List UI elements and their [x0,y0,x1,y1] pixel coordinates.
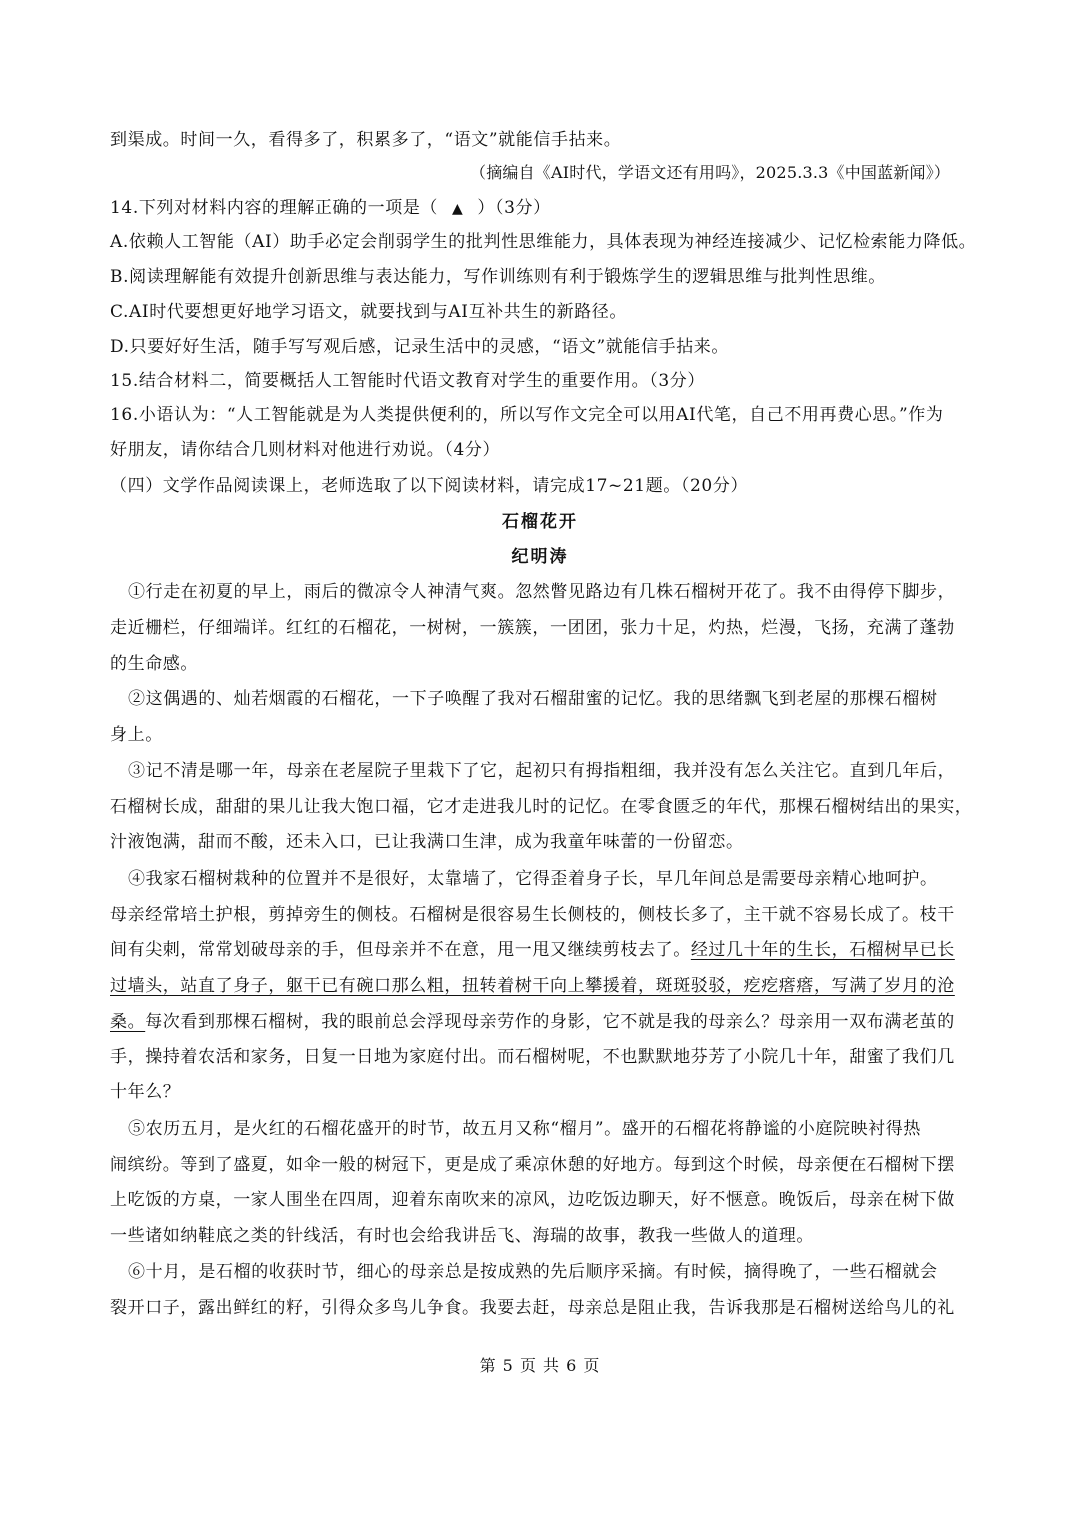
paragraph-4-line-3 [110,938,955,962]
underlined-sentence-middle: 过墙头，站直了身子，躯干已有碗口那么粗，扭转着树干向上攀援着，斑斑驳驳，疙疙瘩瘩，写满了岁月的沧 [110,976,955,996]
question-14-option-c: C.AI时代要想更好地学习语文，就要找到与AI互补共生的新路径。 [110,302,627,322]
passage-tail-line: 到渠成。时间一久，看得多了，积累多了，“语文”就能信手拈来。 [110,130,622,150]
paragraph-2-line-2: 身上。 [110,725,163,745]
page-number-footer: 第 5 页 共 6 页 [479,1356,601,1375]
question-14-option-b: B.阅读理解能有效提升创新思维与表达能力，写作训练则有利于锻炼学生的逻辑思维与批判性思维。 [110,267,886,287]
article-title: 石榴花开 [502,512,578,532]
question-14-option-a: A.依赖人工智能（AI）助手必定会削弱学生的批判性思维能力，具体表现为神经连接减少、记忆检索能力降低。 [110,232,977,252]
question-14-option-d: D.只要好好生活，随手写写观后感，记录生活中的灵感，“语文”就能信手拈来。 [110,337,730,357]
paragraph-4-line-1: ④我家石榴树栽种的位置并不是很好，太靠墙了，它得歪着身子长，早几年间总是需要母亲精心地呵护。 [128,869,938,889]
paragraph-5-line-2: 闹缤纷。等到了盛夏，如伞一般的树冠下，更是成了乘凉休憩的好地方。每到这个时候，母亲便在石榴树下摆 [110,1155,955,1175]
paragraph-4-line-2: 母亲经常培土护根，剪掉旁生的侧枝。石榴树是很容易生长侧枝的，侧枝长多了，主干就不容易长成了。枝干 [110,905,955,925]
question-14-stem-before: 14.下列对材料内容的理解正确的一项是（ [110,198,439,218]
paragraph-3-line-1: ③记不清是哪一年，母亲在老屋院子里栽下了它，起初只有拇指粗细，我并没有怎么关注它。直到几年后， [128,761,956,781]
paragraph-1-line-3: 的生命感。 [110,654,198,674]
paragraph-4-line-6: 手，操持着农活和家务，日复一日地为家庭付出。而石榴树呢，不也默默地芬芳了小院几十年，甜蜜了我们几 [110,1047,955,1067]
paragraph-5-line-1: ⑤农历五月，是火红的石榴花盛开的时节，故五月又称“榴月”。盛开的石榴花将静谧的小庭院映衬得热 [128,1119,921,1139]
paragraph-3-line-3: 汁液饱满，甜而不酸，还未入口，已让我满口生津，成为我童年味蕾的一份留恋。 [110,832,744,852]
paragraph-1-line-1: ①行走在初夏的早上，雨后的微凉令人神清气爽。忽然瞥见路边有几株石榴树开花了。我不由得停下脚步， [128,582,956,602]
paragraph-3-line-2: 石榴树长成，甜甜的果儿让我大饱口福，它才走进我儿时的记忆。在零食匮乏的年代，那棵石榴树结出的果实， [110,797,973,817]
paragraph-4-line-5 [110,1010,955,1034]
paragraph-6-line-2: 裂开口子，露出鲜红的籽，引得众多鸟儿争食。我要去赶，母亲总是阻止我，告诉我那是石榴树送给鸟儿的礼 [110,1298,955,1318]
question-16-line-1: 16.小语认为：“人工智能就是为人类提供便利的，所以写作文完全可以用AI代笔，自己不用再费心思。”作为 [110,405,944,425]
answer-blank-triangle-icon: ▲ [452,201,464,217]
underlined-sentence-start: 经过几十年的生长，石榴树早已长 [690,940,955,960]
question-16-line-2: 好朋友，请你结合几则材料对他进行劝说。（4分） [110,440,501,460]
paragraph-4-line-7: 十年么？ [110,1082,181,1102]
paragraph-6-line-1: ⑥十月，是石榴的收获时节，细心的母亲总是按成熟的先后顺序采摘。有时候，摘得晚了，一些石榴就会 [128,1262,938,1282]
paragraph-4-line-5-plain: 每次看到那棵石榴树，我的眼前总会浮现母亲劳作的身影，它不就是我的母亲么？母亲用一双布满老茧的 [145,1012,955,1032]
paragraph-4-line-3-plain: 间有尖刺，常常划破母亲的手，但母亲并不在意，甩一甩又继续剪枝去了。 [110,940,691,960]
paragraph-5-line-3: 上吃饭的方桌，一家人围坐在四周，迎着东南吹来的凉风，边吃饭边聊天，好不惬意。晚饭后，母亲在树下做 [110,1190,955,1210]
underlined-sentence-end: 桑。 [110,1012,146,1032]
source-citation: （摘编自《AI时代，学语文还有用吗》，2025.3.3《中国蓝新闻》） [470,163,951,182]
question-14-stem-after: ）（3分） [477,198,551,218]
paragraph-5-line-4: 一些诸如纳鞋底之类的针线活，有时也会给我讲岳飞、海瑞的故事，教我一些做人的道理。 [110,1226,814,1246]
paragraph-2-line-1: ②这偶遇的、灿若烟霞的石榴花，一下子唤醒了我对石榴甜蜜的记忆。我的思绪飘飞到老屋的那棵石榴树 [128,689,938,709]
question-15: 15.结合材料二，简要概括人工智能时代语文教育对学生的重要作用。（3分） [110,371,705,391]
article-author: 纪明涛 [511,547,569,567]
section-4-heading: （四）文学作品阅读课上，老师选取了以下阅读材料，请完成17~21题。（20分） [110,476,749,496]
question-14-stem [110,196,551,221]
paragraph-1-line-2: 走近栅栏，仔细端详。红红的石榴花，一树树，一簇簇，一团团，张力十足，灼热，烂漫，飞扬，充满了蓬勃 [110,618,955,638]
